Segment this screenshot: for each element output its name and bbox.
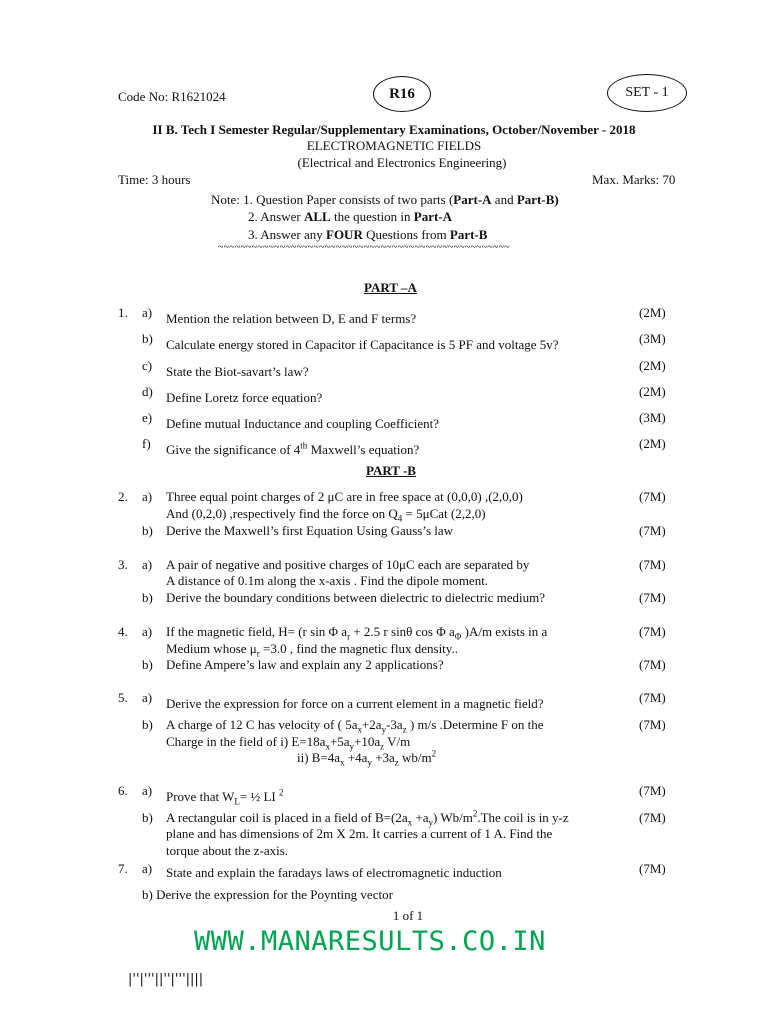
subject-title: ELECTROMAGNETIC FIELDS [306,138,482,153]
item-marks: (7M) [639,590,666,605]
note-text: 2. Answer [248,209,304,224]
item-marks: (7M) [639,489,666,504]
item-marks: (2M) [639,305,666,320]
item-marks: (7M) [639,783,666,798]
note-bold: Part-A [413,209,453,224]
superscript: 2 [278,787,284,798]
item-text: Three equal point charges of 2 μC are in free space at (0,0,0) ,(2,0,0) [166,489,523,504]
item-marks: (7M) [639,557,666,572]
item-label: a) [142,624,153,639]
text-segment: +3a [371,750,395,765]
subscript: z [380,741,385,752]
subscript: y [381,724,387,735]
item-text: Calculate energy stored in Capacitor if Capacitance is 5 PF and voltage 5v? [166,337,559,352]
item-marks: (7M) [639,523,666,538]
item-text [166,442,419,458]
text-segment: ) Wb/m [432,810,473,825]
item-marks: (7M) [639,717,666,732]
item-label: b) [142,810,153,825]
item-text: State the Biot-savart’s law? [166,364,309,379]
item-label: a) [142,489,153,504]
item-marks: (7M) [639,690,666,705]
item-text [166,734,410,750]
item-label: b) [142,331,153,346]
item-marks: (7M) [639,657,666,672]
text-segment: wb/m [398,750,432,765]
set-label: SET - 1 [625,85,669,100]
question-number: 1. [118,305,128,320]
item-text: b) Derive the expression for the Poynting vector [142,887,393,902]
subscript: x [325,741,330,752]
text-segment: V/m [384,734,411,749]
text-segment: +10a [354,734,381,749]
text-segment: If the magnetic field, H= (r sin Φ a [166,624,348,639]
text-segment: )A/m exists in a [461,624,548,639]
item-label: a) [142,305,153,320]
item-label: a) [142,690,153,705]
barcode: |''|'''||''|'''|||| [128,972,204,987]
subscript: y [428,817,433,828]
text-segment: ii) B=4a [297,750,341,765]
item-text: A distance of 0.1m along the x-axis . Find the dipole moment. [166,573,489,588]
text-segment: A rectangular coil is placed in a field of B=(2a [166,810,408,825]
page-number: 1 of 1 [392,908,424,923]
item-marks: (7M) [639,861,666,876]
item-marks: (2M) [639,358,666,373]
item-marks: (3M) [639,331,666,346]
subscript: x [357,724,362,735]
text-segment: Medium whose μ [166,641,257,656]
question-number: 7. [118,861,128,876]
text-segment: +5a [329,734,350,749]
text-segment: +4a [344,750,368,765]
subscript: r [347,631,351,642]
item-text: Derive the boundary conditions between dielectric to dielectric medium? [166,590,546,605]
max-marks-label: Max. Marks: 70 [592,172,676,187]
item-marks: (3M) [639,410,666,425]
item-label: a) [142,861,153,876]
subscript: x [407,817,413,828]
subscript: z [394,757,399,768]
subscript: z [402,724,407,735]
item-label: f) [142,436,151,451]
superscript: 2 [472,808,478,819]
subscript: y [349,741,355,752]
text-segment: Prove that W [166,789,235,804]
note-line-2 [248,209,452,225]
item-text: Define Ampere’s law and explain any 2 applications? [166,657,444,672]
text-segment: = ½ LI [239,789,279,804]
item-label: c) [142,358,153,373]
note-bold: Part-A [453,192,492,207]
subscript: y [367,757,372,768]
question-number: 5. [118,690,128,705]
text-segment: And (0,2,0) ,respectively find the force on Q [166,506,398,521]
note-line-1 [211,192,559,208]
subscript: x [340,757,345,768]
note-text: Questions from [362,227,450,242]
code-number: Code No: R1621024 [118,89,226,104]
text-segment: .The coil is in y-z [477,810,569,825]
item-label: b) [142,523,153,538]
website-watermark: WWW.MANARESULTS.CO.IN [194,926,546,957]
item-label: a) [142,783,153,798]
note-text: Note: 1. Question Paper consists of two parts ( [211,192,454,207]
note-line-3 [248,227,487,243]
item-text [166,789,283,805]
item-text: Define Loretz force equation? [166,390,323,405]
subscript: Φ [454,631,462,642]
note-text: the question in [330,209,414,224]
item-label: d) [142,384,153,399]
item-text: A pair of negative and positive charges of 10μC each are separated by [166,557,530,572]
subscript: L [234,796,240,807]
item-marks: (2M) [639,384,666,399]
item-text [166,717,544,733]
note-bold: ALL [303,209,331,224]
item-marks: (2M) [639,436,666,451]
text-segment: + 2.5 r sinθ cos Φ a [350,624,455,639]
superscript: 2 [431,748,437,759]
part-a-heading: PART –A [364,280,417,295]
item-text [166,810,569,826]
item-marks: (7M) [639,810,666,825]
text-segment: +a [412,810,429,825]
text-segment: +2a [361,717,382,732]
item-label: b) [142,590,153,605]
item-text [166,624,547,640]
item-text: State and explain the faradays laws of electromagnetic induction [166,865,502,880]
question-number: 4. [118,624,128,639]
set-badge [607,74,687,112]
note-text: and [491,192,517,207]
item-label: b) [142,717,153,732]
divider: ~~~~~~~~~~~~~~~~~~~~~~~~~~~~~~~~~~~~~~~~~~~~~~~~~~~~ [218,242,510,253]
subscript: 4 [397,513,403,524]
branch-title: (Electrical and Electronics Engineering) [297,155,507,170]
item-text: Derive the expression for force on a current element in a magnetic field? [166,696,544,711]
item-text: Define mutual Inductance and coupling Coefficient? [166,416,440,431]
text-segment: Maxwell’s equation? [307,442,420,457]
time-label: Time: 3 hours [118,172,191,187]
note-bold: Part-B) [516,192,559,207]
item-text: Derive the Maxwell’s first Equation Using Gauss’s law [166,523,454,538]
subscript: r [256,648,260,659]
item-text [166,506,486,522]
question-number: 6. [118,783,128,798]
text-segment: -3a [386,717,403,732]
item-marks: (7M) [639,624,666,639]
note-text: 3. Answer any [248,227,326,242]
question-number: 3. [118,557,128,572]
item-text: Mention the relation between D, E and F terms? [166,311,417,326]
item-label: a) [142,557,153,572]
text-segment: Give the significance of 4 [166,442,301,457]
superscript: th [300,440,308,451]
item-label: b) [142,657,153,672]
text-segment: =3.0 , find the magnetic flux density.. [259,641,458,656]
note-bold: FOUR [326,227,363,242]
regulation-badge [373,76,431,112]
part-b-heading: PART -B [366,463,416,478]
text-segment: Charge in the field of i) E=18a [166,734,326,749]
regulation-label: R16 [389,85,415,102]
item-text: plane and has dimensions of 2m X 2m. It carries a current of 1 A. Find the [166,826,553,841]
note-bold: Part-B [449,227,488,242]
exam-title: II B. Tech I Semester Regular/Supplementary Examinations, October/November - 2018 [152,122,636,137]
item-text [297,750,436,766]
text-segment: A charge of 12 C has velocity of ( 5a [166,717,358,732]
text-segment: = 5μCat (2,2,0) [402,506,486,521]
item-text: torque about the z-axis. [166,843,289,858]
item-label: e) [142,410,153,425]
question-number: 2. [118,489,128,504]
text-segment: ) m/s .Determine F on the [406,717,544,732]
item-text [166,641,458,657]
